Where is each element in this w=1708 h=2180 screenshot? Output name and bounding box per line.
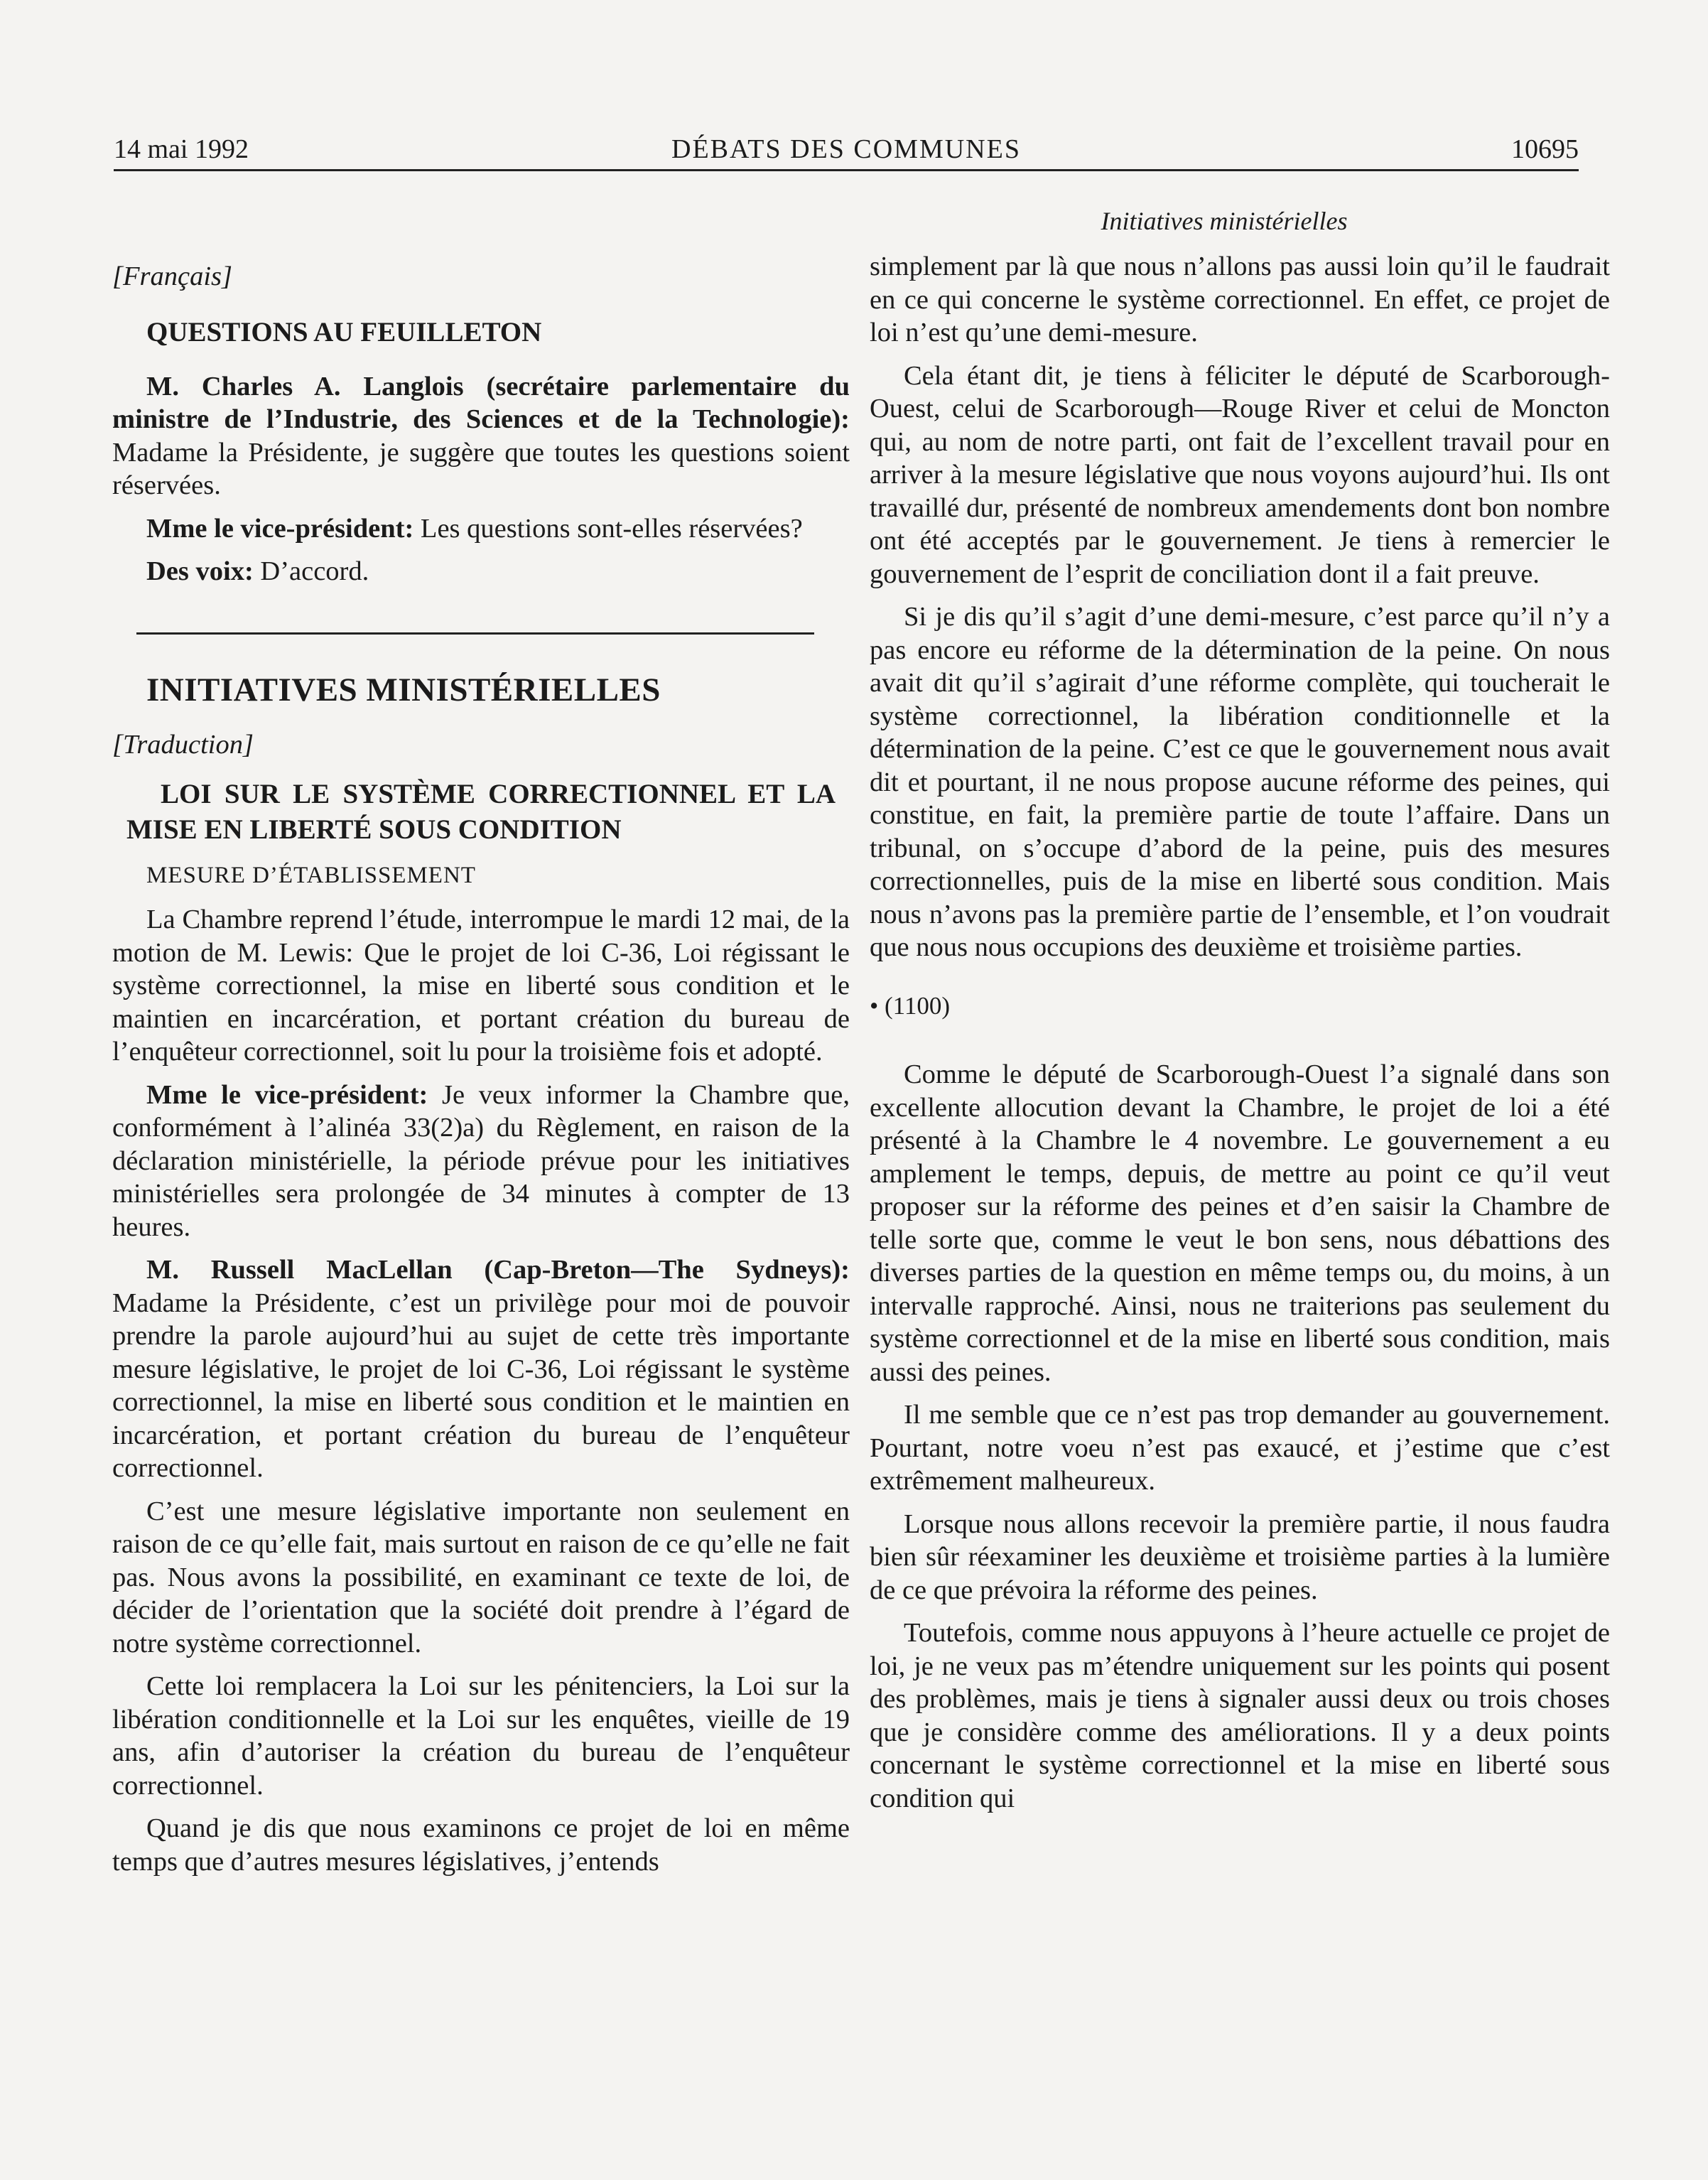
paragraph-vice-president-2: [112, 1079, 850, 1244]
speech-langlois: Madame la Présidente, je suggère que toutes les questions soient réservées.: [112, 437, 850, 500]
heading-mesure: MESURE D’ÉTABLISSEMENT: [146, 863, 476, 888]
paragraph-scarborough: Comme le député de Scarborough-Ouest l’a signalé dans son excellente allocution devant la Chambre, le projet de loi a été présenté à la Chambre le 4 novembre. Le gouvernement a eu amplement le temps, depuis, de mettre au point ce qu’il veut proposer sur la réforme des peines et d’en saisir la Chambre de telle sorte que, comme le veut le bon sens, nous débattions des diverses parties de la question en même temps ou, du moins, à un intervalle rapproché. Ainsi, nous ne traiterions pas seulement du système correctionnel et de la mise en liberté sous condition, mais aussi des peines.: [870, 1059, 1610, 1387]
paragraph-vice-president-1: [112, 512, 850, 546]
speech-vice-president-2: Je veux informer la Chambre que, conformément à l’alinéa 33(2)a) du Règlement, en raison de la déclaration ministérielle, la période prévue pour les initiatives ministérielles sera prolongée de 34 minutes à compter de 13 heures.: [112, 1079, 850, 1242]
speech-vice-president-1: Les questions sont-elles réservées?: [414, 513, 803, 544]
tag-francais: [Français]: [112, 261, 232, 291]
speech-maclellan: Madame la Présidente, c’est un privilège pour moi de pouvoir prendre la parole aujourd’hui au sujet de cette très importante mesure législative, le projet de loi C-36, Loi régissant le système correctionnel, la mise en liberté sous condition et le maintien en incarcération, et portant création du bureau de l’enquêteur correctionnel.: [112, 1288, 850, 1483]
speaker-maclellan: M. Russell MacLellan (Cap-Breton—The Sydneys):: [146, 1255, 850, 1285]
header-rule: [114, 169, 1579, 171]
speaker-des-voix: Des voix:: [146, 556, 254, 586]
speaker-vice-president-2: Mme le vice-président:: [146, 1079, 428, 1110]
paragraph-maclellan: [112, 1253, 850, 1485]
right-column: [870, 250, 1610, 1815]
paragraph-feliciter: Cela étant dit, je tiens à féliciter le député de Scarborough-Ouest, celui de Scarborough—Rouge River et celui de Moncton qui, au nom de notre parti, ont fait de l’excellent travail pour en arriver à la mesure législative que nous voyons aujourd’hui. Ils ont travaillé dur, présenté de nombreux amendements dont bon nombre ont été acceptés par le gouvernement. Je tiens à remercier le gouvernement de l’esprit de conciliation dont il a fait preuve.: [870, 360, 1610, 589]
speaker-vice-president-1: Mme le vice-président:: [146, 513, 414, 544]
time-marker: • (1100): [870, 991, 951, 1020]
paragraph-langlois: [112, 370, 850, 502]
header-title: DÉBATS DES COMMUNES: [671, 134, 1021, 164]
running-header: [114, 128, 1579, 171]
heading-questions: QUESTIONS AU FEUILLETON: [146, 316, 542, 347]
section-divider: [136, 632, 814, 635]
tag-traduction: [Traduction]: [112, 729, 254, 760]
header-date: 14 mai 1992: [114, 134, 249, 164]
speech-des-voix: D’accord.: [253, 556, 369, 586]
paragraph-quand-je-dis: Quand je dis que nous examinons ce projet de loi en même temps que d’autres mesures législatives, j’entends: [112, 1813, 850, 1877]
left-column: [112, 250, 850, 1878]
heading-loi: LOI SUR LE SYSTÈME CORRECTIONNEL ET LA MISE EN LIBERTÉ SOUS CONDITION: [126, 779, 836, 845]
paragraph-toutefois: Toutefois, comme nous appuyons à l’heure actuelle ce projet de loi, je ne veux pas m’étendre uniquement sur les points qui posent des problèmes, mais je tiens à signaler aussi deux ou trois choses que je considère comme des améliorations. Il y a deux points concernant le système correctionnel et la mise en liberté sous condition qui: [870, 1618, 1610, 1813]
paragraph-demi-mesure: simplement par là que nous n’allons pas aussi loin qu’il le faudrait en ce qui concerne le système correctionnel. En effet, ce projet de loi n’est qu’une demi-mesure.: [870, 252, 1610, 347]
paragraph-detemination-peine: Si je dis qu’il s’agit d’une demi-mesure, c’est parce qu’il n’y a pas encore eu réforme de la détermination de la peine. On nous avait dit qu’il s’agirait d’une réforme complète, qui toucherait le système correctionnel, la libération conditionnelle et la détermination de la peine. C’est ce que le gouvernement nous avait dit et pourtant, il ne nous propose aucune réforme des peines, qui constitue, en fait, la première partie de toute l’affaire. Dans un tribunal, on s’occupe d’abord de la peine, puis des mesures correctionnelles, puis de la mise en liberté sous condition. Mais nous n’avons pas la première partie de l’ensemble, et l’on voudrait que nous nous occupions des deuxième et troisième parties.: [870, 602, 1610, 962]
header-page-number: 10695: [1511, 134, 1579, 164]
speaker-langlois: M. Charles A. Langlois (secrétaire parlementaire du ministre de l’Industrie, des Sciences et de la Technologie):: [112, 371, 850, 434]
paragraph-mesure-importante: C’est une mesure législative importante non seulement en raison de ce qu’elle fait, mais surtout en raison de ce qu’elle ne fait pas. Nous avons la possibilité, en examinant ce texte de loi, de décider de l’orientation que la société doit prendre à l’égard de notre système correctionnel.: [112, 1496, 850, 1658]
paragraph-premiere-partie: Lorsque nous allons recevoir la première partie, il nous faudra bien sûr réexaminer les deuxième et troisième parties à la lumière de ce que prévoira la réforme des peines.: [870, 1509, 1610, 1605]
section-label: Initiatives ministérielles: [1101, 207, 1348, 235]
heading-initiatives: INITIATIVES MINISTÉRIELLES: [146, 671, 661, 708]
paragraph-motion: La Chambre reprend l’étude, interrompue le mardi 12 mai, de la motion de M. Lewis: Que le projet de loi C-36, Loi régissant le système correctionnel, la mise en liberté sous condition et le maintien en incarcération, et portant création du bureau de l’enquêteur correctionnel, soit lu pour la troisième fois et adopté.: [112, 905, 850, 1067]
paragraph-pas-trop-demander: Il me semble que ce n’est pas trop demander au gouvernement. Pourtant, notre voeu n’est pas exaucé, et j’estime que c’est extrêmement malheureux.: [870, 1400, 1610, 1496]
paragraph-remplacera: Cette loi remplacera la Loi sur les pénitenciers, la Loi sur la libération conditionnelle et la Loi sur les enquêtes, vieille de 19 ans, afin d’autoriser la création du bureau de l’enquêteur correctionnel.: [112, 1671, 850, 1801]
paragraph-des-voix: [112, 555, 850, 588]
